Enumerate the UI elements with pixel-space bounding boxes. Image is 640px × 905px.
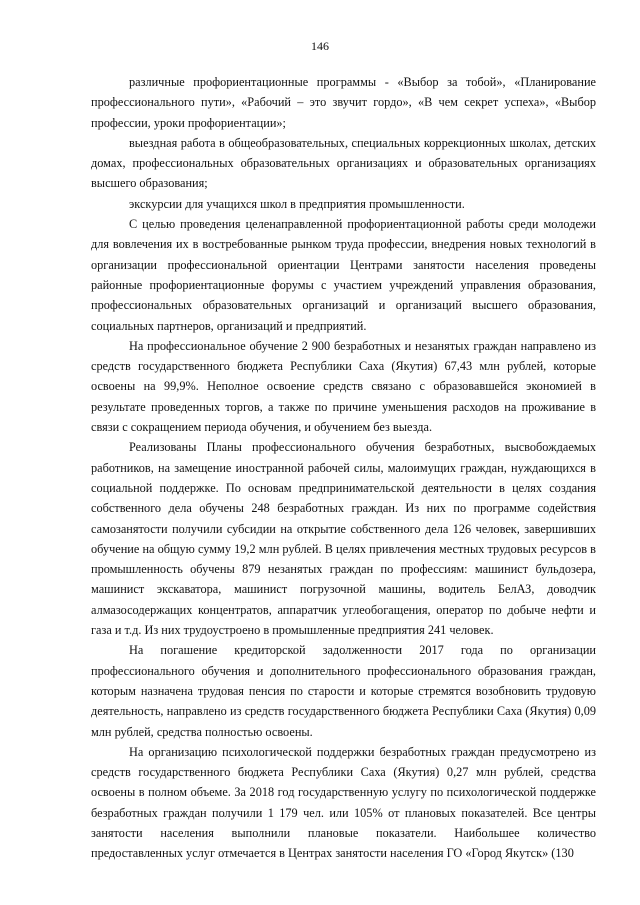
- page-number: 146: [311, 39, 329, 53]
- paragraph-vocational-training: На профессиональное обучение 2 900 безработных и незанятых граждан направлено из средств государственного бюджета Республики Саха (Якутия) 67,43 млн рублей, которые освоены на 99,9%. Неполное освоение средств связано с образовавшейся экономией в результате проведенных торгов, а также по причине уменьшения расходов на проживание в связи с сокращением периода обучения, и обучением без выезда.: [91, 338, 596, 435]
- paragraph-excursions: экскурсии для учащихся школ в предприятия промышленности.: [129, 196, 465, 211]
- paragraph-career-forums: С целью проведения целенаправленной профориентационной работы среди молодежи для вовлечения их в востребованные рынком труда профессии, внедрения новых технологий в организации профессиональной ориентации Центрами занятости населения проведены районные профориентационные форумы с участием учреждений управления образования, профессиональных образовательных организаций и организаций высшего образования, социальных партнеров, организаций и предприятий.: [91, 217, 596, 333]
- paragraph-training-plans: Реализованы Планы профессионального обучения безработных, высвобождаемых работников, на замещение иностранной рабочей силы, малоимущих граждан, нуждающихся в социальной поддержке. По основам предпринимательской деятельности в целях создания собственного дела обучены 248 безработных граждан. Из них по программе содействия самозанятости получили субсидии на открытие собственного дела 126 человек, завершивших обучение на общую сумму 19,2 млн рублей. В целях привлечения местных трудовых ресурсов в промышленность обучены 879 незанятых граждан по профессиям: машинист бульдозера, машинист экскаватора, машинист погрузочной машины, водитель БелАЗ, доводчик алмазосодержащих концентратов, аппаратчик углеобогащения, оператор по добыче нефти и газа и т.д. Из них трудоустроено в промышленные предприятия 241 человек.: [91, 440, 596, 638]
- paragraph-outreach-work: выездная работа в общеобразовательных, специальных коррекционных школах, детских домах, профессиональных образовательных организациях и образовательных организациях высшего образования;: [91, 135, 596, 191]
- paragraph-psychological-support: На организацию психологической поддержки безработных граждан предусмотрено из средств государственного бюджета Республики Саха (Якутия) 0,27 млн рублей, средства освоены в полном объеме. За 2018 год государственную услугу по психологической поддержке безработных граждан получили 1 179 чел. или 105% от плановых показателей. Все центры занятости населения выполнили плановые показатели. Наибольшее количество предоставленных услуг отмечается в Центрах занятости населения ГО «Город Якутск» (130: [91, 744, 596, 861]
- document-body: [91, 72, 596, 864]
- paragraph-debt-repayment: На погашение кредиторской задолженности 2017 года по организации профессионального обучения и дополнительного профессионального образования граждан, которым назначена трудовая пенсия по старости и которые стремятся возобновить трудовую деятельность, направлено из средств государственного бюджета Республики Саха (Якутия) 0,09 млн рублей, средства полностью освоены.: [91, 643, 596, 739]
- paragraph-programs-list: различные профориентационные программы - «Выбор за тобой», «Планирование профессионального пути», «Рабочий – это звучит гордо», «В чем секрет успеха», «Выбор профессии, уроки профориентации»;: [91, 75, 596, 130]
